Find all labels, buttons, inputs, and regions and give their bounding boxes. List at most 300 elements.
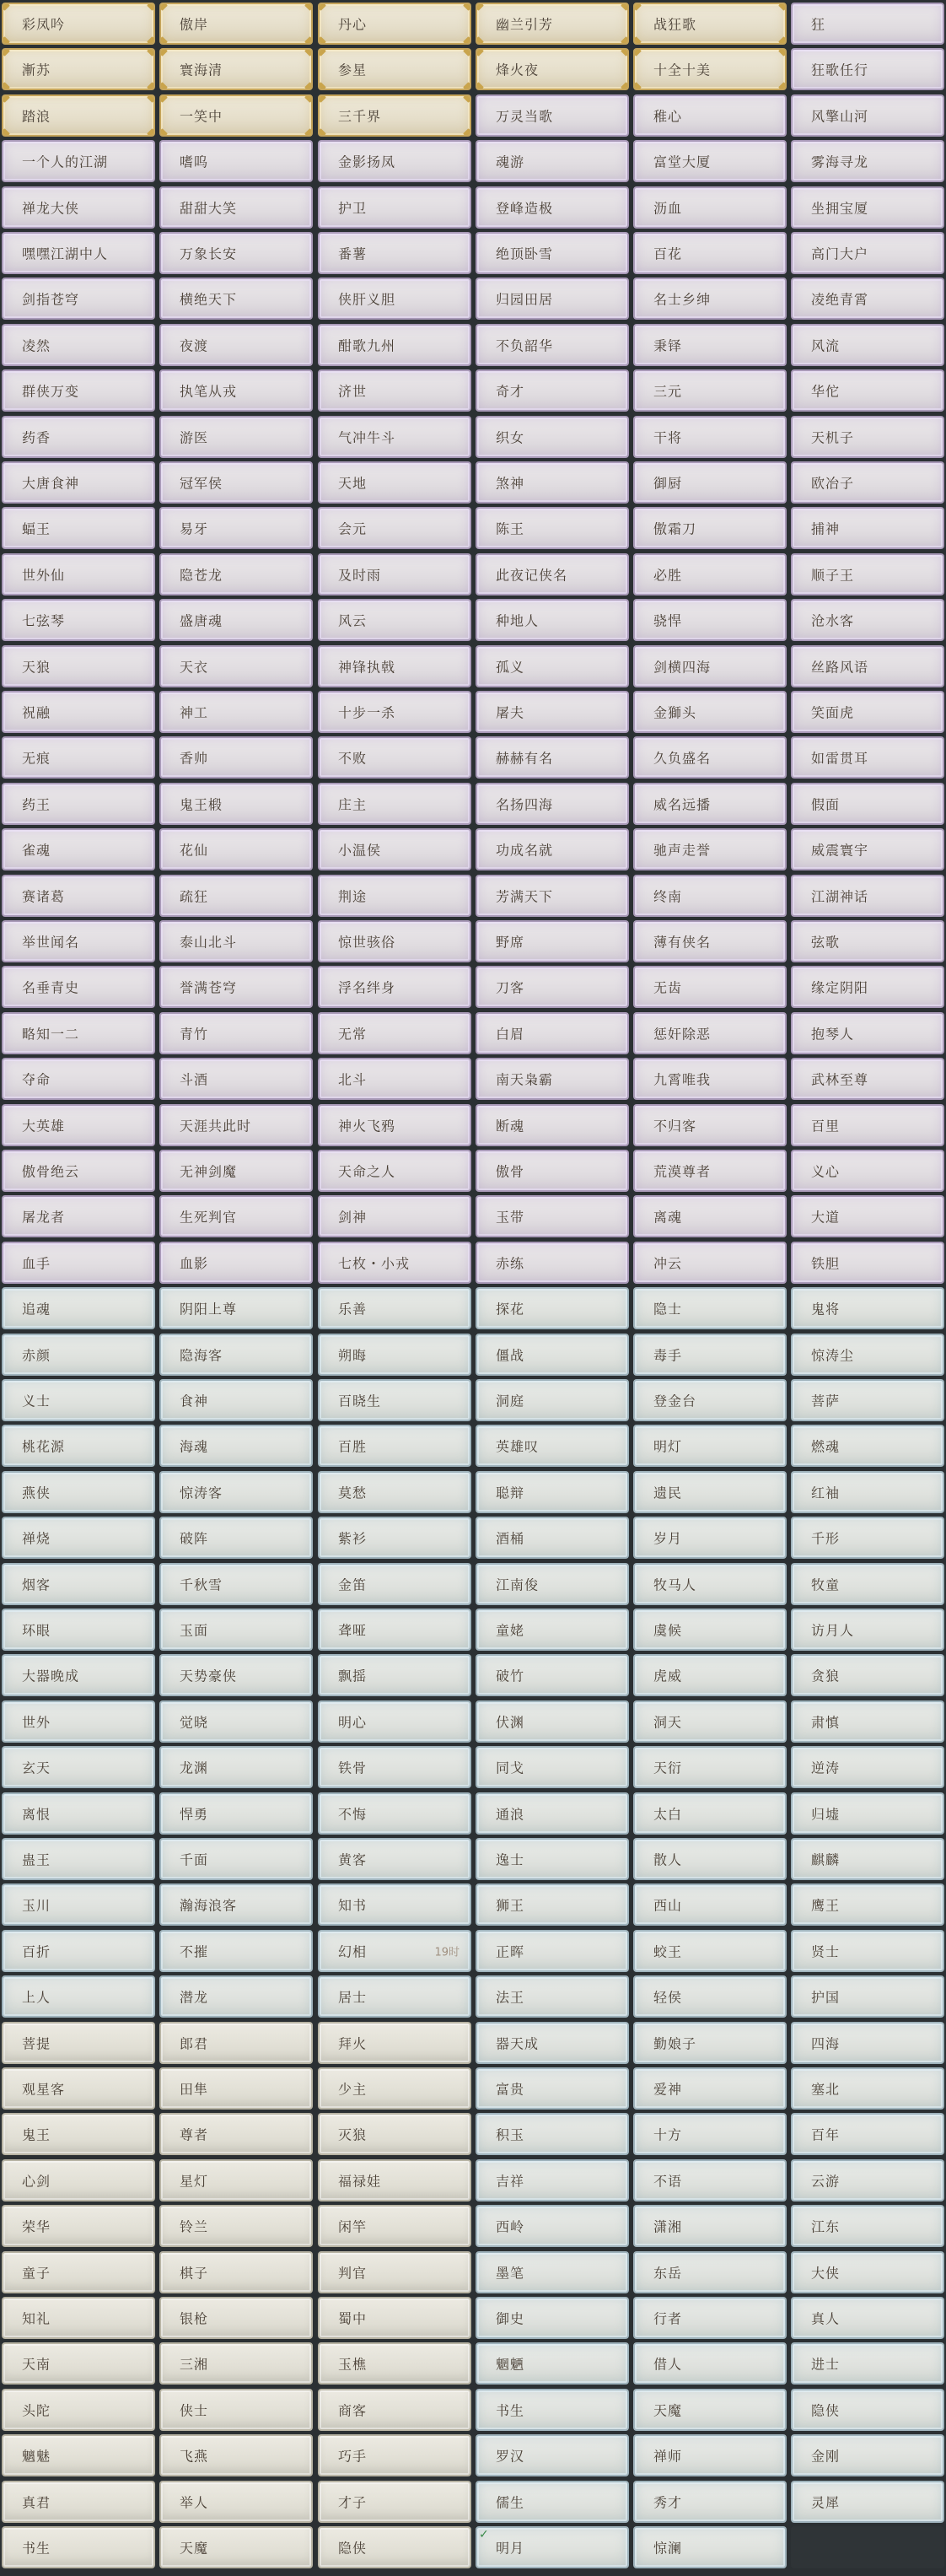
title-tile[interactable] — [476, 1746, 629, 1788]
title-tile[interactable] — [791, 2159, 944, 2201]
title-tile[interactable] — [159, 1104, 313, 1146]
title-tile[interactable] — [159, 94, 313, 137]
title-tile[interactable] — [791, 736, 944, 779]
title-tile[interactable] — [159, 1975, 313, 2018]
title-tile[interactable] — [476, 1883, 629, 1926]
title-tile[interactable] — [633, 2251, 787, 2293]
title-tile[interactable] — [791, 1287, 944, 1329]
title-tile[interactable] — [318, 2526, 471, 2568]
title-tile[interactable] — [791, 324, 944, 366]
title-tile[interactable] — [159, 1150, 313, 1192]
title-tile[interactable] — [476, 232, 629, 274]
title-tile[interactable] — [318, 1242, 471, 1284]
title-tile[interactable] — [791, 416, 944, 458]
title-tile[interactable] — [2, 3, 155, 45]
title-tile[interactable] — [791, 186, 944, 229]
title-tile[interactable] — [476, 1975, 629, 2018]
title-tile[interactable] — [476, 1654, 629, 1696]
title-tile[interactable] — [159, 1838, 313, 1880]
title-tile[interactable] — [633, 1058, 787, 1100]
title-tile[interactable] — [159, 1058, 313, 1100]
title-tile[interactable] — [159, 1195, 313, 1237]
title-tile[interactable] — [2, 2159, 155, 2201]
title-tile[interactable] — [2, 736, 155, 779]
title-tile[interactable] — [633, 2205, 787, 2247]
title-tile[interactable] — [159, 645, 313, 687]
title-tile[interactable] — [159, 1654, 313, 1696]
title-tile[interactable] — [2, 2251, 155, 2293]
title-tile[interactable] — [159, 507, 313, 549]
title-tile[interactable] — [791, 2481, 944, 2523]
title-tile[interactable] — [2, 1746, 155, 1788]
title-tile[interactable] — [318, 461, 471, 504]
title-tile[interactable] — [633, 1746, 787, 1788]
title-tile[interactable] — [2, 278, 155, 320]
title-tile[interactable] — [318, 2159, 471, 2201]
title-tile[interactable] — [2, 2434, 155, 2476]
title-tile[interactable] — [318, 2297, 471, 2339]
title-tile[interactable] — [159, 828, 313, 870]
title-tile[interactable] — [318, 2481, 471, 2523]
title-tile[interactable] — [159, 1746, 313, 1788]
title-tile[interactable] — [159, 1517, 313, 1559]
title-tile[interactable] — [2, 1975, 155, 2018]
title-tile[interactable] — [318, 2251, 471, 2293]
title-tile[interactable] — [318, 920, 471, 962]
title-tile[interactable] — [633, 186, 787, 229]
title-tile[interactable] — [476, 1425, 629, 1467]
title-tile[interactable] — [318, 1792, 471, 1835]
title-tile[interactable] — [318, 1150, 471, 1192]
title-tile[interactable] — [633, 1654, 787, 1696]
title-tile[interactable] — [318, 1563, 471, 1605]
title-tile[interactable] — [791, 2342, 944, 2385]
title-tile[interactable] — [476, 2342, 629, 2385]
title-tile[interactable] — [2, 1883, 155, 1926]
title-tile[interactable] — [318, 2205, 471, 2247]
title-tile[interactable] — [318, 875, 471, 917]
title-tile[interactable] — [633, 1930, 787, 1972]
title-tile[interactable] — [159, 1334, 313, 1376]
title-tile[interactable] — [633, 461, 787, 504]
title-tile[interactable] — [476, 828, 629, 870]
title-tile[interactable] — [159, 2342, 313, 2385]
title-tile[interactable] — [476, 1058, 629, 1100]
title-tile[interactable] — [159, 1700, 313, 1743]
title-tile[interactable] — [2, 783, 155, 825]
title-tile[interactable] — [318, 1195, 471, 1237]
title-tile[interactable] — [476, 1012, 629, 1054]
title-tile[interactable] — [2, 553, 155, 595]
title-tile[interactable] — [159, 1930, 313, 1972]
title-tile[interactable] — [791, 232, 944, 274]
title-tile[interactable] — [633, 1700, 787, 1743]
title-tile[interactable] — [2, 1609, 155, 1651]
title-tile[interactable] — [2, 1104, 155, 1146]
title-tile[interactable] — [633, 1517, 787, 1559]
title-tile[interactable] — [476, 461, 629, 504]
title-tile[interactable] — [633, 1471, 787, 1513]
title-tile[interactable] — [791, 599, 944, 641]
title-tile[interactable] — [159, 553, 313, 595]
title-tile[interactable] — [318, 186, 471, 229]
title-tile[interactable] — [2, 1287, 155, 1329]
title-tile[interactable] — [159, 1792, 313, 1835]
title-tile[interactable] — [2, 186, 155, 229]
title-tile[interactable] — [318, 2022, 471, 2064]
title-tile[interactable] — [791, 1563, 944, 1605]
title-tile[interactable] — [318, 324, 471, 366]
title-tile[interactable] — [318, 1930, 471, 1972]
title-tile[interactable] — [318, 278, 471, 320]
title-tile[interactable] — [159, 2067, 313, 2110]
title-tile[interactable] — [476, 1150, 629, 1192]
title-tile[interactable] — [2, 94, 155, 137]
title-tile[interactable] — [318, 2113, 471, 2155]
title-tile[interactable] — [318, 1746, 471, 1788]
title-tile[interactable] — [159, 1287, 313, 1329]
title-tile[interactable] — [159, 278, 313, 320]
title-tile[interactable] — [633, 599, 787, 641]
title-tile[interactable] — [318, 783, 471, 825]
title-tile[interactable] — [633, 1242, 787, 1284]
title-tile[interactable] — [159, 2159, 313, 2201]
title-tile[interactable] — [476, 2251, 629, 2293]
title-tile[interactable] — [159, 691, 313, 733]
title-tile[interactable] — [318, 966, 471, 1008]
title-tile[interactable] — [476, 1242, 629, 1284]
title-tile[interactable] — [318, 645, 471, 687]
title-tile[interactable] — [318, 1287, 471, 1329]
title-tile[interactable] — [476, 416, 629, 458]
title-tile[interactable] — [791, 2434, 944, 2476]
title-tile[interactable] — [2, 1838, 155, 1880]
title-tile[interactable] — [159, 1563, 313, 1605]
title-tile[interactable] — [2, 1334, 155, 1376]
title-tile[interactable] — [633, 1838, 787, 1880]
title-tile[interactable] — [318, 599, 471, 641]
title-tile[interactable] — [633, 553, 787, 595]
title-tile[interactable] — [633, 1287, 787, 1329]
title-tile[interactable] — [633, 645, 787, 687]
title-tile[interactable] — [2, 1242, 155, 1284]
title-tile[interactable] — [791, 2297, 944, 2339]
title-tile[interactable] — [633, 783, 787, 825]
title-tile[interactable] — [159, 875, 313, 917]
title-tile[interactable] — [2, 1012, 155, 1054]
title-tile[interactable] — [159, 1379, 313, 1421]
title-tile[interactable] — [318, 1379, 471, 1421]
title-tile[interactable] — [633, 2389, 787, 2431]
title-tile[interactable] — [476, 1563, 629, 1605]
title-tile[interactable] — [318, 828, 471, 870]
title-tile[interactable] — [476, 2481, 629, 2523]
title-tile[interactable] — [633, 2342, 787, 2385]
title-tile[interactable] — [633, 2067, 787, 2110]
title-tile[interactable] — [159, 324, 313, 366]
title-tile[interactable] — [633, 920, 787, 962]
title-tile[interactable] — [159, 2251, 313, 2293]
title-tile[interactable] — [2, 2481, 155, 2523]
title-tile[interactable] — [2, 1792, 155, 1835]
title-tile[interactable] — [633, 324, 787, 366]
title-tile[interactable] — [791, 1195, 944, 1237]
title-tile[interactable] — [791, 966, 944, 1008]
title-tile[interactable] — [791, 2389, 944, 2431]
title-tile[interactable] — [2, 1563, 155, 1605]
title-tile[interactable] — [633, 1609, 787, 1651]
title-tile[interactable] — [633, 1104, 787, 1146]
title-tile[interactable] — [476, 278, 629, 320]
title-tile[interactable] — [476, 2205, 629, 2247]
title-tile[interactable] — [633, 1975, 787, 2018]
title-tile[interactable] — [633, 1425, 787, 1467]
title-tile[interactable] — [318, 232, 471, 274]
title-tile[interactable] — [2, 2113, 155, 2155]
title-tile[interactable] — [159, 416, 313, 458]
title-tile[interactable] — [2, 140, 155, 182]
title-tile[interactable] — [2, 1700, 155, 1743]
title-tile[interactable] — [159, 369, 313, 412]
title-tile[interactable] — [159, 2022, 313, 2064]
title-tile[interactable] — [476, 2526, 629, 2568]
title-tile[interactable] — [633, 416, 787, 458]
title-tile[interactable] — [791, 369, 944, 412]
title-tile[interactable] — [2, 1654, 155, 1696]
title-tile[interactable] — [476, 369, 629, 412]
title-tile[interactable] — [318, 1975, 471, 2018]
title-tile[interactable] — [476, 1195, 629, 1237]
title-tile[interactable] — [159, 1012, 313, 1054]
title-tile[interactable] — [476, 2022, 629, 2064]
title-tile[interactable] — [791, 1746, 944, 1788]
title-tile[interactable] — [791, 1609, 944, 1651]
title-tile[interactable] — [318, 2342, 471, 2385]
title-tile[interactable] — [318, 1517, 471, 1559]
title-tile[interactable] — [476, 691, 629, 733]
title-tile[interactable] — [318, 736, 471, 779]
title-tile[interactable] — [791, 1838, 944, 1880]
title-tile[interactable] — [159, 2113, 313, 2155]
title-tile[interactable] — [318, 1838, 471, 1880]
title-tile[interactable] — [791, 2067, 944, 2110]
title-tile[interactable] — [2, 2297, 155, 2339]
title-tile[interactable] — [791, 48, 944, 90]
title-tile[interactable] — [2, 1930, 155, 1972]
title-tile[interactable] — [791, 1471, 944, 1513]
title-tile[interactable] — [633, 507, 787, 549]
title-tile[interactable] — [318, 2434, 471, 2476]
title-tile[interactable] — [159, 2389, 313, 2431]
title-tile[interactable] — [476, 324, 629, 366]
title-tile[interactable] — [159, 920, 313, 962]
title-tile[interactable] — [159, 2297, 313, 2339]
title-tile[interactable] — [476, 2113, 629, 2155]
title-tile[interactable] — [633, 278, 787, 320]
title-tile[interactable] — [318, 2389, 471, 2431]
title-tile[interactable] — [791, 140, 944, 182]
title-tile[interactable] — [2, 2526, 155, 2568]
title-tile[interactable] — [633, 2481, 787, 2523]
title-tile[interactable] — [476, 736, 629, 779]
title-tile[interactable] — [791, 1379, 944, 1421]
title-tile[interactable] — [159, 2481, 313, 2523]
title-tile[interactable] — [2, 1425, 155, 1467]
title-tile[interactable] — [159, 461, 313, 504]
title-tile[interactable] — [791, 507, 944, 549]
title-tile[interactable] — [318, 1104, 471, 1146]
title-tile[interactable] — [159, 2205, 313, 2247]
title-tile[interactable] — [2, 507, 155, 549]
title-tile[interactable] — [159, 3, 313, 45]
title-tile[interactable] — [791, 2113, 944, 2155]
title-tile[interactable] — [476, 2389, 629, 2431]
title-tile[interactable] — [2, 1379, 155, 1421]
title-tile[interactable] — [159, 186, 313, 229]
title-tile[interactable] — [791, 1242, 944, 1284]
title-tile[interactable] — [318, 1334, 471, 1376]
title-tile[interactable] — [318, 507, 471, 549]
title-tile[interactable] — [791, 1517, 944, 1559]
title-tile[interactable] — [633, 232, 787, 274]
title-tile[interactable] — [318, 3, 471, 45]
title-tile[interactable] — [791, 2251, 944, 2293]
title-tile[interactable] — [476, 1287, 629, 1329]
title-tile[interactable] — [476, 186, 629, 229]
title-tile[interactable] — [633, 2159, 787, 2201]
title-tile[interactable] — [791, 553, 944, 595]
title-tile[interactable] — [633, 1792, 787, 1835]
title-tile[interactable] — [318, 1425, 471, 1467]
title-tile[interactable] — [2, 645, 155, 687]
title-tile[interactable] — [159, 783, 313, 825]
title-tile[interactable] — [159, 599, 313, 641]
title-tile[interactable] — [476, 2297, 629, 2339]
title-tile[interactable] — [318, 2067, 471, 2110]
title-tile[interactable] — [791, 1150, 944, 1192]
title-tile[interactable] — [318, 553, 471, 595]
title-tile[interactable] — [476, 1471, 629, 1513]
title-tile[interactable] — [2, 2067, 155, 2110]
title-tile[interactable] — [159, 1609, 313, 1651]
title-tile[interactable] — [633, 1150, 787, 1192]
title-tile[interactable] — [791, 1654, 944, 1696]
title-tile[interactable] — [633, 2297, 787, 2339]
title-tile[interactable] — [791, 1058, 944, 1100]
title-tile[interactable] — [476, 1104, 629, 1146]
title-tile[interactable] — [2, 2342, 155, 2385]
title-tile[interactable] — [159, 1242, 313, 1284]
title-tile[interactable] — [633, 140, 787, 182]
title-tile[interactable] — [2, 324, 155, 366]
title-tile[interactable] — [476, 507, 629, 549]
title-tile[interactable] — [318, 416, 471, 458]
title-tile[interactable] — [476, 48, 629, 90]
title-tile[interactable] — [2, 828, 155, 870]
title-tile[interactable] — [476, 966, 629, 1008]
title-tile[interactable] — [791, 645, 944, 687]
title-tile[interactable] — [318, 1012, 471, 1054]
title-tile[interactable] — [318, 369, 471, 412]
title-tile[interactable] — [791, 2205, 944, 2247]
title-tile[interactable] — [476, 553, 629, 595]
title-tile[interactable] — [791, 278, 944, 320]
title-tile[interactable] — [633, 2113, 787, 2155]
title-tile[interactable] — [318, 1654, 471, 1696]
title-tile[interactable] — [318, 1471, 471, 1513]
title-tile[interactable] — [791, 1104, 944, 1146]
title-tile[interactable] — [476, 599, 629, 641]
title-tile[interactable] — [159, 1883, 313, 1926]
title-tile[interactable] — [633, 2526, 787, 2568]
title-tile[interactable] — [791, 920, 944, 962]
title-tile[interactable] — [159, 1471, 313, 1513]
title-tile[interactable] — [2, 1517, 155, 1559]
title-tile[interactable] — [476, 3, 629, 45]
title-tile[interactable] — [318, 48, 471, 90]
title-tile[interactable] — [2, 369, 155, 412]
title-tile[interactable] — [633, 1195, 787, 1237]
title-tile[interactable] — [633, 2434, 787, 2476]
title-tile[interactable] — [791, 1425, 944, 1467]
title-tile[interactable] — [633, 3, 787, 45]
title-tile[interactable] — [318, 94, 471, 137]
title-tile[interactable] — [2, 1150, 155, 1192]
title-tile[interactable] — [476, 1517, 629, 1559]
title-tile[interactable] — [476, 1930, 629, 1972]
title-tile[interactable] — [476, 783, 629, 825]
title-tile[interactable] — [159, 140, 313, 182]
title-tile[interactable] — [476, 1838, 629, 1880]
title-tile[interactable] — [476, 875, 629, 917]
title-tile[interactable] — [633, 48, 787, 90]
title-tile[interactable] — [476, 1334, 629, 1376]
title-tile[interactable] — [318, 1058, 471, 1100]
title-tile[interactable] — [633, 736, 787, 779]
title-tile[interactable] — [159, 2434, 313, 2476]
title-tile[interactable] — [2, 1058, 155, 1100]
title-tile[interactable] — [476, 645, 629, 687]
title-tile[interactable] — [633, 966, 787, 1008]
title-tile[interactable] — [791, 1883, 944, 1926]
title-tile[interactable] — [318, 1883, 471, 1926]
title-tile[interactable] — [2, 875, 155, 917]
title-tile[interactable] — [476, 2434, 629, 2476]
title-tile[interactable] — [633, 1883, 787, 1926]
title-tile[interactable] — [159, 1425, 313, 1467]
title-tile[interactable] — [2, 2205, 155, 2247]
title-tile[interactable] — [633, 1379, 787, 1421]
title-tile[interactable] — [791, 1975, 944, 2018]
title-tile[interactable] — [791, 1700, 944, 1743]
title-tile[interactable] — [791, 94, 944, 137]
title-tile[interactable] — [2, 2022, 155, 2064]
title-tile[interactable] — [791, 783, 944, 825]
title-tile[interactable] — [2, 48, 155, 90]
title-tile[interactable] — [476, 1609, 629, 1651]
title-tile[interactable] — [633, 1012, 787, 1054]
title-tile[interactable] — [476, 2159, 629, 2201]
title-tile[interactable] — [633, 875, 787, 917]
title-tile[interactable] — [159, 232, 313, 274]
title-tile[interactable] — [159, 736, 313, 779]
title-tile[interactable] — [791, 1012, 944, 1054]
title-tile[interactable] — [791, 461, 944, 504]
title-tile[interactable] — [791, 1930, 944, 1972]
title-tile[interactable] — [2, 232, 155, 274]
title-tile[interactable] — [791, 691, 944, 733]
title-tile[interactable] — [633, 1334, 787, 1376]
